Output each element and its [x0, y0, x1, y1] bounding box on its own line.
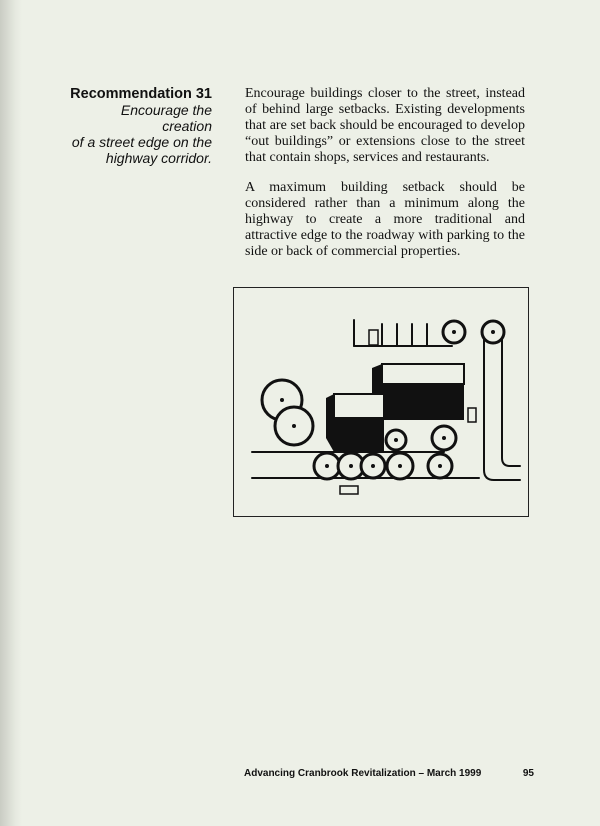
page-binding-shadow: [0, 0, 22, 826]
page-number: 95: [522, 768, 534, 779]
site-plan-sketch: [233, 287, 529, 517]
recommendation-subtitle-line1: Encourage the creation: [120, 102, 212, 134]
recommendation-subtitle-line3: highway corridor.: [105, 150, 212, 166]
site-plan-drawing: [234, 288, 528, 516]
parked-car: [468, 408, 476, 422]
recommendation-subtitle-line2: of a street edge on the: [71, 134, 212, 150]
recommendation-heading: [70, 86, 212, 166]
parked-car: [369, 330, 378, 345]
body-paragraph-2: A maximum building setback should be considered rather than a minimum along the highway to create a more traditional and attractive edge to the roadway with parking to the side or back of commercial properties.: [245, 180, 525, 259]
footer-title: Advancing Cranbrook Revitalization – March 1999: [244, 768, 482, 779]
body-paragraph-1: Encourage buildings closer to the street, instead of behind large setbacks. Existing developments that are set back should be encouraged to develop “out buildings” or extensions close to the street that contain shops, services and restaurants.: [245, 86, 525, 165]
recommendation-title: Recommendation 31: [70, 86, 212, 102]
building-rear: [372, 364, 464, 420]
street-car: [340, 486, 358, 494]
body-text: [245, 86, 525, 274]
building-front: [326, 394, 384, 452]
side-road-right-edge: [502, 338, 520, 466]
